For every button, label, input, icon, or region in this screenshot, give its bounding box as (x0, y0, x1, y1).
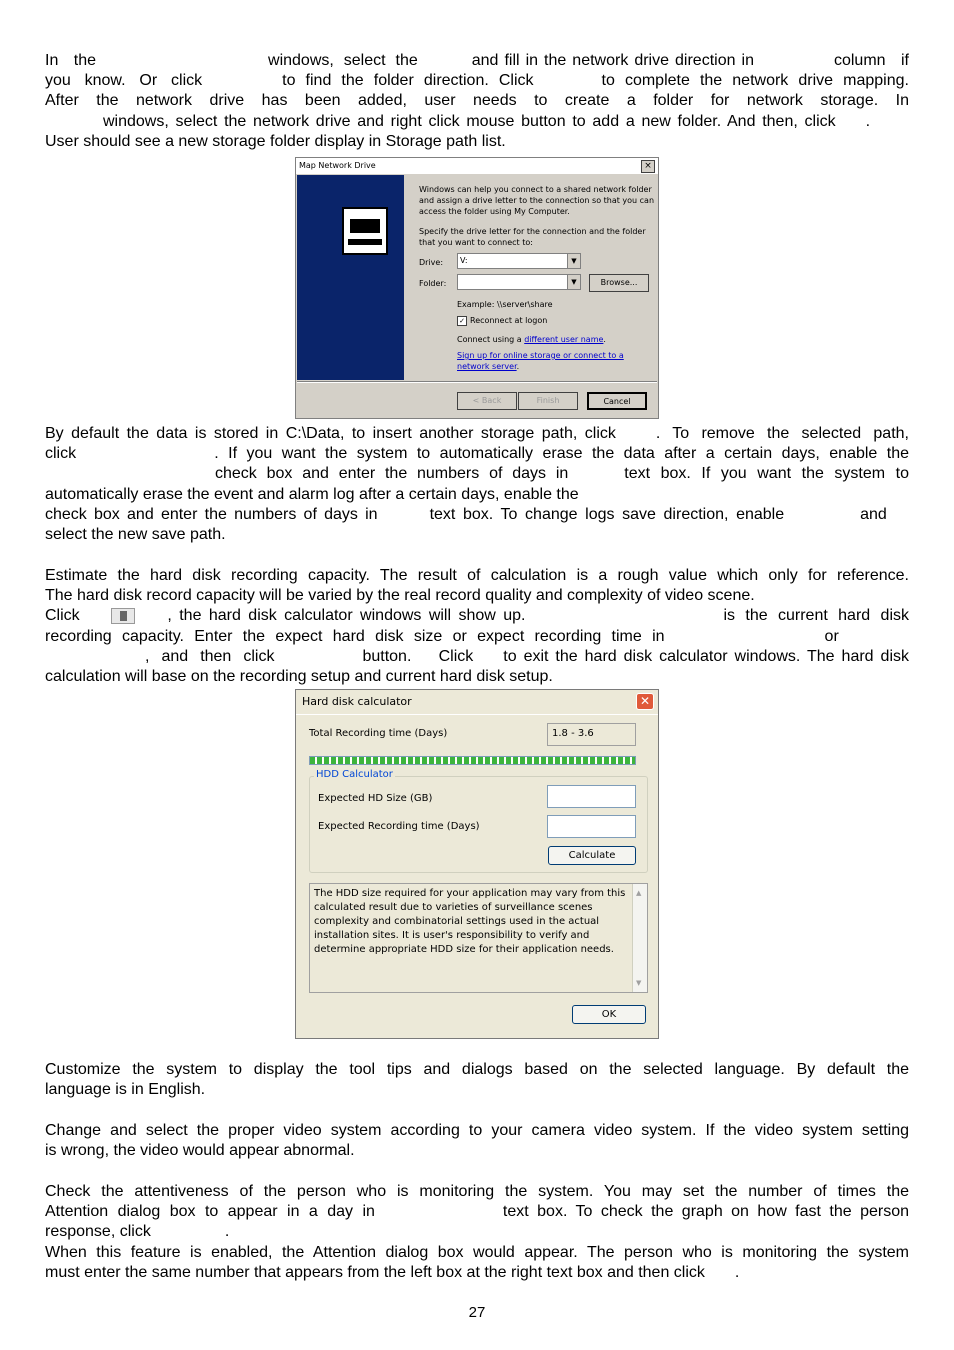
text-segment: The hard disk record capacity will be varied by the real record quality and complexity of video scene. (45, 587, 755, 605)
dialog-title: Hard disk calculator (302, 695, 412, 708)
reconnect-row[interactable] (457, 315, 547, 326)
blank-gap (568, 464, 624, 484)
blank-gap (754, 51, 834, 71)
blank-gap (156, 444, 214, 464)
signup-link-1[interactable]: Sign up for online storage or connect to a (457, 351, 624, 360)
text-line (45, 525, 909, 545)
text-line (45, 667, 909, 687)
text-segment: must enter the same number that appears from the left box at the right text box and then click (45, 1263, 705, 1281)
reconnect-label: Reconnect at logon (470, 316, 548, 325)
text-line (45, 1141, 909, 1161)
blank-gap (96, 51, 268, 71)
text-line (45, 1222, 909, 1242)
dialog-title-bar (296, 690, 658, 715)
text-line (45, 1202, 909, 1222)
note-scrollbar[interactable] (632, 884, 647, 992)
dialog-title: Map Network Drive (299, 161, 376, 170)
ok-button[interactable]: OK (572, 1005, 646, 1024)
text-segment: to find the folder direction. Click (282, 72, 534, 90)
dialog-side-banner (297, 175, 404, 380)
text-segment: Customize the system to display the tool tips and dialogs based on the selected language. By default the (45, 1061, 909, 1078)
browse-button[interactable]: Browse... (589, 274, 649, 292)
text-segment: text box. To check the graph on how fast the person (502, 1203, 910, 1221)
intro-text-1: Windows can help you connect to a shared network folder (419, 185, 652, 194)
text-segment: In the (45, 52, 97, 69)
signup-suffix: . (516, 362, 520, 371)
map-network-drive-dialog (295, 157, 659, 419)
close-icon[interactable]: ✕ (636, 693, 654, 710)
page-number: 27 (468, 1304, 486, 1321)
folder-label: Folder: (419, 279, 447, 288)
text-segment: automatically erase the event and alarm log after a certain days, enable the (45, 485, 579, 503)
text-line (45, 1080, 909, 1100)
calculator-icon (111, 608, 135, 624)
text-segment: , and then click (145, 647, 275, 665)
text-segment: User should see a new storage folder display in Storage path list. (45, 132, 506, 150)
text-line (45, 505, 909, 525)
hdd-calculator-group-label: HDD Calculator (316, 769, 393, 780)
text-segment: is the current hard disk (723, 607, 910, 625)
scroll-down-icon[interactable]: ▼ (636, 979, 642, 987)
example-text: Example: \\server\share (457, 300, 553, 309)
text-segment: text box. To change logs save direction, enable (429, 505, 785, 523)
text-segment: you know. Or click (45, 72, 203, 90)
text-segment: click (45, 445, 77, 463)
total-recording-value: 1.8 - 3.6 (547, 723, 636, 746)
text-segment: language is in English. (45, 1081, 206, 1099)
finish-button[interactable]: Finish (518, 392, 578, 410)
text-line (45, 91, 909, 111)
calculate-button[interactable]: Calculate (548, 846, 636, 865)
text-segment: text box. If you want the system to (624, 465, 910, 483)
text-segment: Click (45, 607, 80, 625)
text-line (45, 444, 909, 464)
text-segment: After the network drive has been added, user needs to create a folder for network storage. In (45, 92, 909, 110)
text-segment: recording capacity. Enter the expect hard disk size or expect recording time in (45, 627, 665, 645)
network-drive-icon (342, 207, 388, 255)
text-segment: check box and enter the numbers of days in (45, 505, 378, 523)
blank-gap (705, 1263, 735, 1283)
text-line (45, 1060, 909, 1080)
specify-text-2: that you want to connect to: (419, 238, 533, 247)
blank-gap (202, 71, 282, 91)
text-line (45, 627, 909, 647)
text-line (45, 424, 909, 444)
reconnect-checkbox[interactable]: ✓ (457, 316, 467, 326)
text-line (45, 586, 909, 606)
connect-using-row (457, 334, 606, 345)
text-segment: . (734, 1263, 740, 1281)
text-segment: column if (833, 52, 909, 69)
text-line (145, 647, 909, 667)
total-recording-label: Total Recording time (Days) (309, 728, 448, 739)
text-segment: is wrong, the video would appear abnormal. (45, 1142, 355, 1160)
blank-gap (836, 112, 866, 132)
intro-text-2: and assign a drive letter to the connection so that you can (419, 196, 655, 205)
blank-gap (418, 51, 472, 71)
text-segment: check box and enter the numbers of days in (215, 465, 569, 483)
chevron-down-icon[interactable]: ▼ (567, 275, 580, 289)
text-line (45, 566, 909, 586)
text-segment: response, click (45, 1223, 151, 1241)
blank-gap (784, 505, 860, 525)
blank-gap (665, 627, 825, 647)
text-line (45, 1263, 909, 1283)
connect-prefix: Connect using a (457, 335, 525, 344)
text-line (45, 51, 909, 71)
text-segment: . If you want the system to automatically erase the data after a certain days, enable the (214, 445, 910, 463)
text-segment: calculation will base on the recording setup and current hard disk setup. (45, 668, 553, 685)
folder-combo[interactable] (457, 274, 581, 290)
text-segment: By default the data is stored in C:\Data, to insert another storage path, click (45, 425, 616, 442)
text-segment: windows, select the network drive and right click mouse button to add a new folder. And then, click (103, 112, 836, 130)
text-segment: . To remove the selected path, (655, 425, 909, 442)
divider (297, 381, 657, 383)
blank-gap (378, 505, 430, 525)
close-icon[interactable]: × (641, 160, 655, 173)
different-user-link[interactable]: different user name (524, 335, 604, 344)
text-line (45, 606, 909, 626)
back-button[interactable]: < Back (457, 392, 517, 410)
connect-suffix: . (603, 335, 606, 344)
signup-link-2[interactable]: network server (457, 362, 517, 371)
drive-value: V: (460, 256, 468, 265)
hard-disk-calculator-dialog (295, 689, 659, 1039)
text-line (103, 112, 909, 132)
blank-gap (375, 1202, 503, 1222)
blank-gap (473, 647, 503, 667)
blank-gap (137, 606, 167, 626)
text-segment: Change and select the proper video system according to your camera video system. If the video system setting (45, 1122, 909, 1139)
text-line (215, 464, 909, 484)
text-segment: and (860, 505, 887, 523)
recording-progress-bar (309, 756, 636, 765)
specify-text-1: Specify the drive letter for the connection and the folder (419, 227, 646, 236)
blank-gap (525, 606, 723, 626)
text-segment: select the new save path. (45, 526, 226, 543)
text-line (45, 71, 909, 91)
text-segment: . (865, 112, 871, 130)
drive-label: Drive: (419, 258, 444, 267)
text-segment: , the hard disk calculator windows will show up. (167, 607, 526, 625)
text-segment: or (824, 627, 839, 645)
drive-select[interactable] (457, 253, 581, 269)
text-segment: button. Click (362, 647, 474, 665)
hdd-note-box[interactable] (309, 883, 648, 993)
text-segment: to exit the hard disk calculator windows. The hard disk (503, 647, 909, 665)
hdd-note-text: The HDD size required for your application may vary from this calculated result due to varieties of surveillance scenes complexity and combinatorial settings used in the actual installation sites. It is user's responsibility to verify and determine appropriate HDD size for their application needs. (314, 888, 626, 955)
blank-gap (151, 1222, 225, 1242)
intro-text-3: access the folder using My Computer. (419, 207, 570, 216)
scroll-up-icon[interactable]: ▲ (636, 889, 642, 897)
text-line (45, 132, 909, 152)
text-segment: . (224, 1223, 230, 1241)
blank-gap (534, 71, 602, 91)
text-segment: Estimate the hard disk recording capacity. The result of calculation is a rough value which only for reference. (45, 567, 909, 584)
expected-size-label: Expected HD Size (GB) (318, 793, 433, 804)
text-line (45, 1182, 909, 1202)
chevron-down-icon[interactable]: ▼ (567, 254, 580, 268)
text-segment: and fill in the network drive direction in (471, 52, 754, 69)
signup-row-2 (457, 361, 519, 372)
expected-time-input[interactable] (547, 815, 636, 838)
text-line (45, 485, 909, 505)
cancel-button[interactable]: Cancel (587, 392, 647, 410)
text-line (45, 1121, 909, 1141)
expected-size-input[interactable] (547, 785, 636, 808)
text-segment: windows, select the (268, 52, 418, 69)
dialog-title-bar (296, 158, 658, 174)
text-line (45, 1243, 909, 1263)
expected-time-label: Expected Recording time (Days) (318, 821, 480, 832)
text-segment: to complete the network drive mapping. (601, 72, 909, 90)
text-segment: Attention dialog box to appear in a day in (45, 1203, 375, 1221)
text-segment: When this feature is enabled, the Attention dialog box would appear. The person who is monitoring the system (45, 1243, 909, 1261)
blank-gap (616, 424, 656, 444)
text-segment: Check the attentiveness of the person who is monitoring the system. You may set the number of times the (45, 1183, 909, 1200)
blank-gap (274, 647, 362, 667)
